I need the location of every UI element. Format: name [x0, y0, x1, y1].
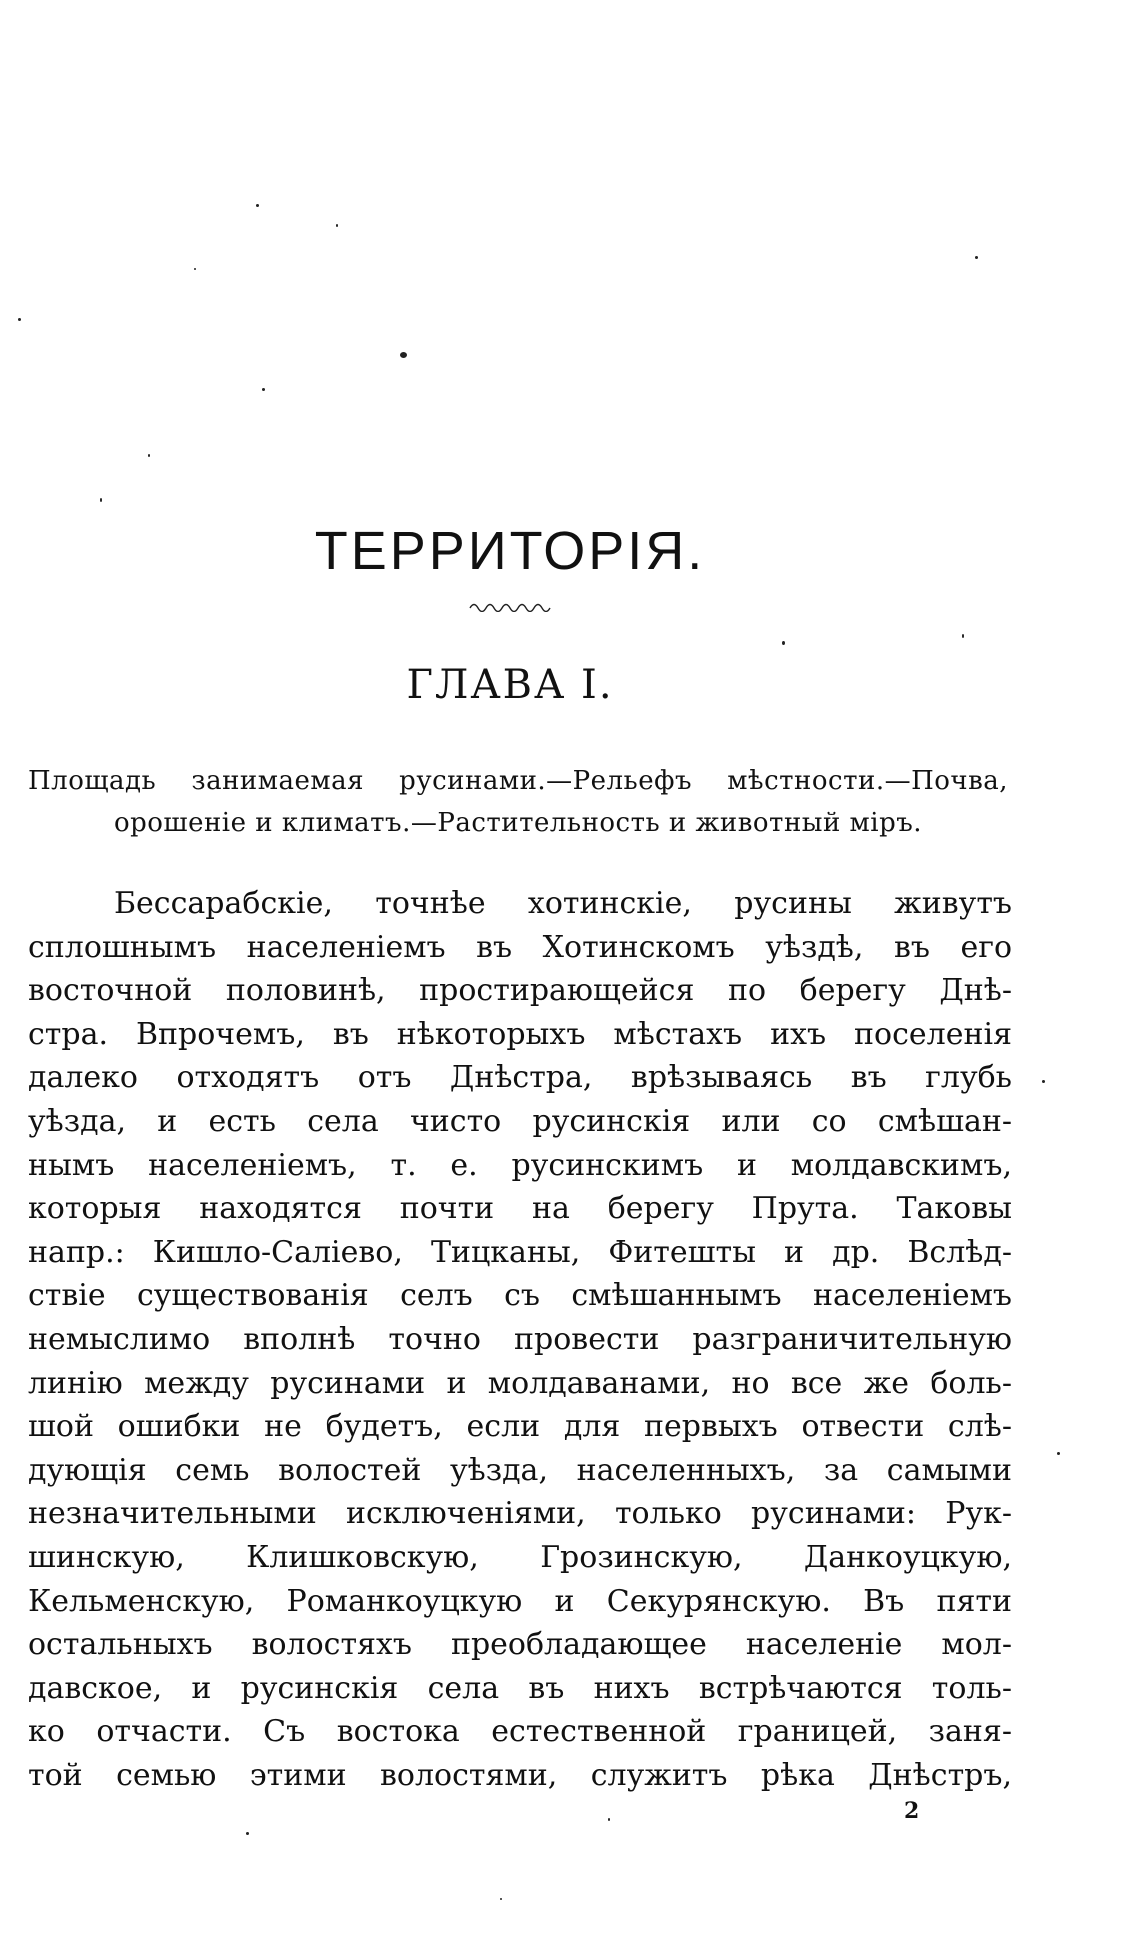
page-number: 2 — [904, 1798, 920, 1824]
scan-speck — [194, 268, 196, 270]
wavy-ornament-icon — [468, 598, 554, 612]
chapter-summary — [28, 760, 1008, 844]
body-line: далеко отходятъ отъ Днѣстра, врѣзываясь въ глубь — [28, 1060, 1012, 1096]
body-line: шой ошибки не будетъ, если для первыхъ отвести слѣ- — [28, 1409, 1012, 1445]
body-line: дующія семь волостей уѣзда, населенныхъ, за самыми — [28, 1452, 1012, 1488]
body-line: шинскую, Клишковскую, Грозинскую, Данкоуцкую, — [28, 1539, 1012, 1575]
body-line: сплошнымъ населеніемъ въ Хотинскомъ уѣздѣ, въ его — [28, 929, 1012, 965]
scan-speck — [782, 641, 785, 645]
body-line: восточной половинѣ, простирающейся по берегу Днѣ- — [28, 973, 1012, 1009]
scan-speck — [975, 256, 978, 259]
body-line: незначительными исключеніями, только русинами: Рук- — [28, 1496, 1012, 1532]
scan-speck — [962, 634, 964, 638]
scan-speck — [18, 318, 21, 321]
body-line: напр.: Кишло-Саліево, Тицканы, Фитешты и др. Вслѣд- — [28, 1234, 1012, 1270]
chapter-title: ГЛАВА I. — [406, 662, 614, 708]
summary-line: Площадь занимаемая русинами.—Рельефъ мѣстности.—Почва, — [28, 766, 1008, 796]
body-line: которыя находятся почти на берегу Прута. Таковы — [28, 1191, 1012, 1227]
body-line: немыслимо вполнѣ точно провести разграничительную — [28, 1321, 1012, 1357]
scan-speck — [262, 388, 265, 391]
scan-speck — [1042, 1080, 1045, 1083]
body-line: ко отчасти. Съ востока естественной границей, заня- — [28, 1714, 1012, 1750]
scan-speck — [1057, 1452, 1060, 1455]
body-line: Бессарабскіе, точнѣе хотинскіе, русины живутъ — [114, 886, 1012, 921]
body-line: нымъ населеніемъ, т. е. русинскимъ и молдавскимъ, — [28, 1147, 1012, 1183]
body-line: остальныхъ волостяхъ преобладающее населеніе мол- — [28, 1627, 1012, 1663]
part-title: ТЕРРИТОРІЯ. — [314, 521, 706, 581]
scan-speck — [336, 224, 338, 227]
scan-speck — [246, 1832, 249, 1835]
body-line: линію между русинами и молдаванами, но все же боль- — [28, 1365, 1012, 1401]
body-line: стра. Впрочемъ, въ нѣкоторыхъ мѣстахъ ихъ поселенія — [28, 1016, 1012, 1052]
body-line: уѣзда, и есть села чисто русинскія или со смѣшан- — [28, 1103, 1012, 1139]
body-line: ствіе существованія селъ съ смѣшаннымъ населеніемъ — [28, 1278, 1012, 1314]
scan-speck — [256, 204, 259, 207]
summary-line: орошеніе и климатъ.—Растительность и животный міръ. — [113, 808, 923, 838]
body-paragraph — [28, 882, 1012, 1797]
body-line: той семью этими волостями, служитъ рѣка Днѣстръ, — [28, 1757, 1012, 1793]
scan-speck — [400, 352, 407, 358]
body-line: Кельменскую, Романкоуцкую и Секурянскую. Въ пяти — [28, 1583, 1012, 1619]
scan-speck — [608, 1818, 610, 1821]
scan-speck — [148, 454, 150, 457]
scan-speck — [500, 1898, 502, 1900]
body-line: давское, и русинскія села въ нихъ встрѣчаются толь- — [28, 1670, 1012, 1706]
scan-speck — [100, 498, 102, 502]
